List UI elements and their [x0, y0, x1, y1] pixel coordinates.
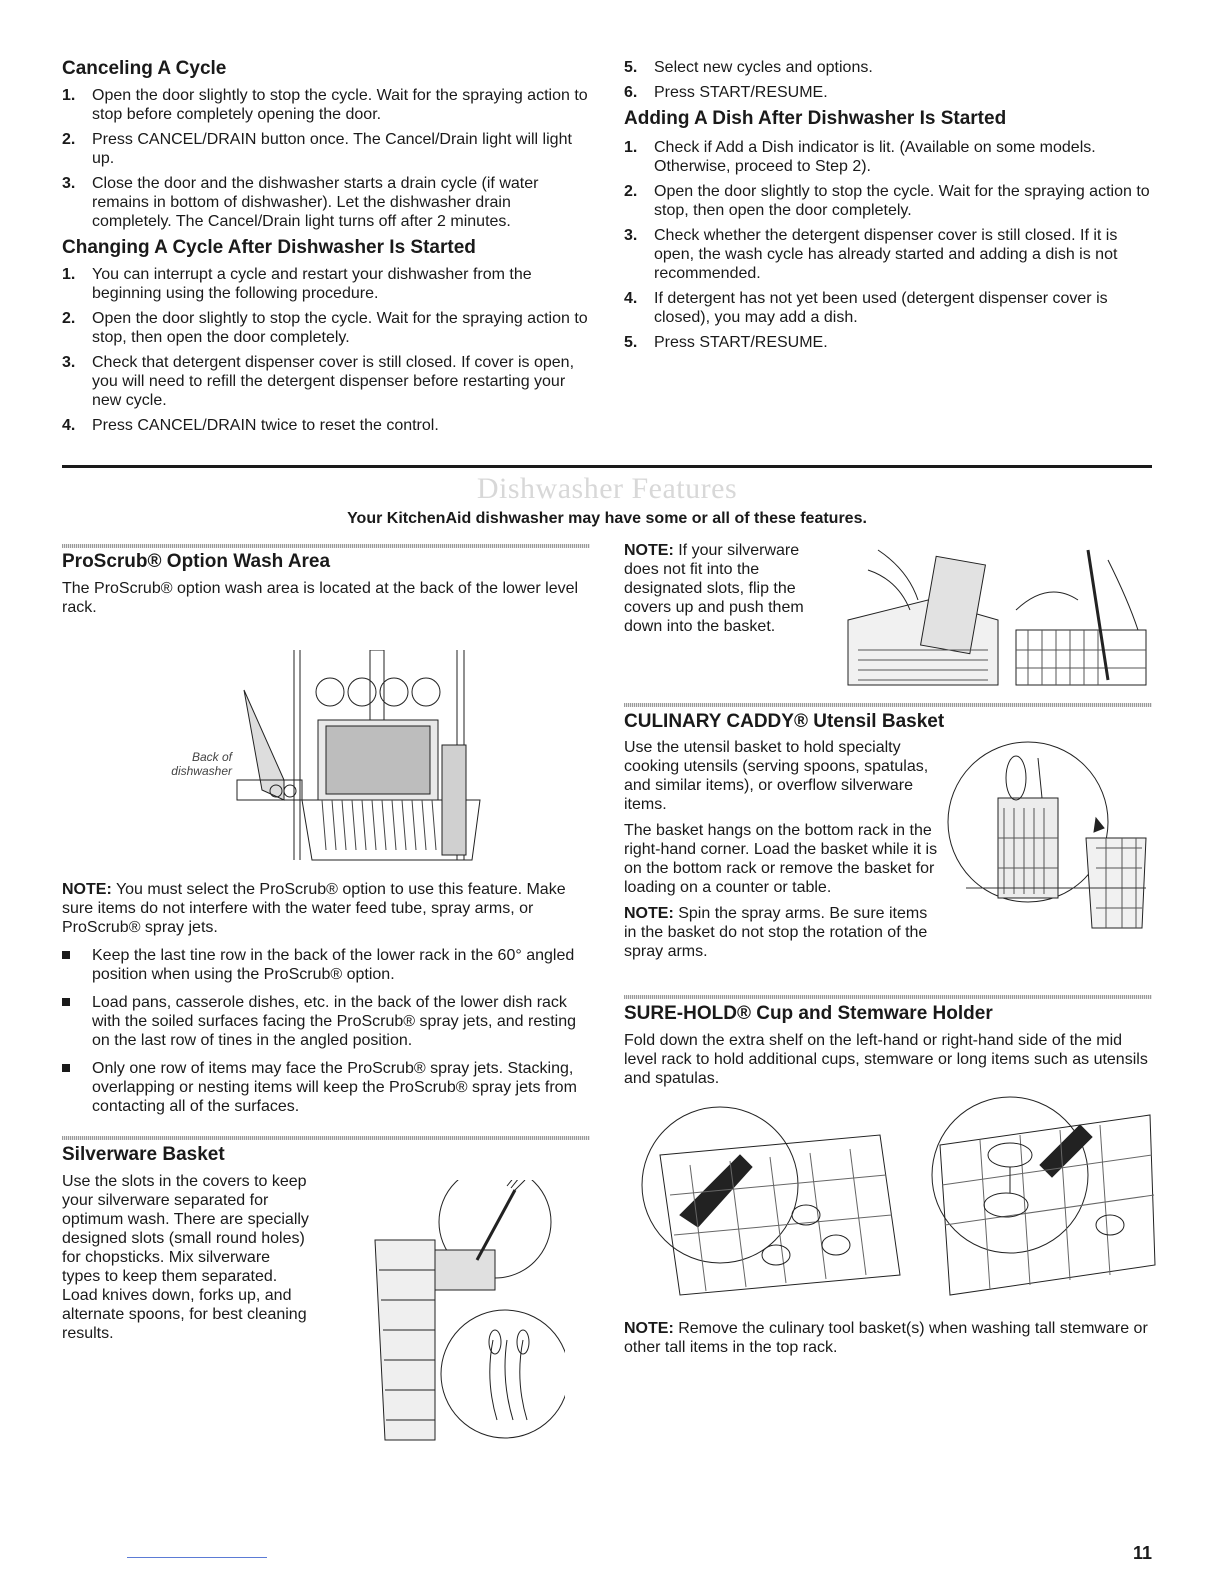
- canceling-section: [62, 58, 590, 441]
- list-item: Only one row of items may face the ProScrub® spray jets. Stacking, overlapping or nesting items will keep the ProScrub® spray jets from contacting all of the surfaces.: [62, 1059, 590, 1116]
- surehold-heading: SURE-HOLD® Cup and Stemware Holder: [624, 1003, 993, 1024]
- list-item: 2. Press CANCEL/DRAIN button once. The Cancel/Drain light will light up.: [62, 131, 572, 167]
- rack-icon: [232, 650, 494, 872]
- proscrub-rack-illustration: [232, 650, 494, 872]
- features-subtitle: Your KitchenAid dishwasher may have some or all of these features.: [347, 510, 867, 527]
- silverware-covers-icon: [838, 540, 1154, 690]
- silverware-note: NOTE: If your silverware does not fit into the designated slots, flip the covers up and push them down into the basket.: [624, 542, 804, 635]
- caddy-para2: The basket hangs on the bottom rack in the right-hand corner. Load the basket while it is on the bottom rack or remove the basket for loading on a counter or table.: [624, 822, 938, 896]
- list-item: 1. You can interrupt a cycle and restart your dishwasher from the beginning using the following procedure.: [62, 266, 532, 302]
- list-item: 6. Press START/RESUME.: [624, 84, 828, 101]
- list-item: 5. Press START/RESUME.: [624, 334, 828, 351]
- footer-line: [127, 1557, 267, 1558]
- silverware-basket-icon: [365, 1180, 565, 1450]
- back-of-dishwasher-caption: Back of dishwasher: [171, 750, 232, 778]
- list-item: 1. Open the door slightly to stop the cycle. Wait for the spraying action to stop before completely opening the door.: [62, 87, 588, 123]
- canceling-steps: [62, 86, 590, 231]
- silverware-covers-illustration: [838, 540, 1154, 690]
- section-rule: [624, 995, 1152, 999]
- list-item: 4. If detergent has not yet been used (detergent dispenser cover is closed), you may add a dish.: [624, 290, 1108, 326]
- changing-heading: Changing A Cycle After Dishwasher Is Started: [62, 237, 476, 258]
- list-item: 1. Check if Add a Dish indicator is lit. (Available on some models. Otherwise, proceed to Step 2).: [624, 139, 1096, 175]
- surehold-note: NOTE: Remove the culinary tool basket(s) when washing tall stemware or other tall items in the top rack.: [624, 1320, 1148, 1356]
- caddy-para1: Use the utensil basket to hold specialty cooking utensils (serving spoons, spatulas, and similar items), or overflow silverware items.: [624, 739, 929, 813]
- caddy-heading-wrap: [624, 711, 1152, 733]
- proscrub-heading: ProScrub® Option Wash Area: [62, 551, 331, 572]
- utensil-basket-icon: [946, 738, 1152, 938]
- list-item: 5. Select new cycles and options.: [624, 59, 873, 76]
- section-divider: [62, 465, 1152, 468]
- caddy-heading: CULINARY CADDY® Utensil Basket: [624, 711, 945, 732]
- proscrub-intro: The ProScrub® option wash area is located at the back of the lower level rack.: [62, 580, 579, 616]
- surehold-illustration: [640, 1095, 1160, 1305]
- proscrub-bullets: [62, 946, 590, 1116]
- surehold-text: Fold down the extra shelf on the left-hand or right-hand side of the mid level rack to hold additional cups, stemware or long items such as utensils and spatulas.: [624, 1032, 1148, 1087]
- adding-steps: [624, 138, 1152, 352]
- caddy-section: [624, 738, 944, 961]
- list-item: 2. Open the door slightly to stop the cycle. Wait for the spraying action to stop, then open the door completely.: [62, 310, 588, 346]
- silverware-section: [62, 1144, 312, 1343]
- list-item: 3. Close the door and the dishwasher starts a drain cycle (if water remains in bottom of dishwasher). Let the dishwasher drain completely. The Cancel/Drain light turns off after 2 minutes.: [62, 175, 539, 230]
- features-title: Dishwasher Features: [476, 472, 738, 505]
- right-top-section: [624, 58, 1152, 358]
- list-item: 3. Check that detergent dispenser cover is still closed. If cover is open, you will need to refill the detergent dispenser before restarting your new cycle.: [62, 354, 575, 409]
- list-item: Load pans, casserole dishes, etc. in the back of the lower dish rack with the soiled surfaces facing the ProScrub® spray jets, and resting on the last row of tines in the angled position.: [62, 993, 590, 1050]
- changing-steps-continued: [624, 58, 1152, 102]
- silverware-text: Use the slots in the covers to keep your silverware separated for optimum wash. There are specially designed slots (small round holes) for chopsticks. Mix silverware types to keep them separated. Load knives down, forks up, and alternate spoons, for best cleaning results.: [62, 1173, 309, 1342]
- silverware-basket-illustration: [365, 1180, 565, 1450]
- list-item: 4. Press CANCEL/DRAIN twice to reset the control.: [62, 417, 439, 434]
- silverware-heading: Silverware Basket: [62, 1144, 225, 1165]
- stemware-holder-icon: [640, 1095, 1160, 1305]
- list-item: Keep the last tine row in the back of the lower rack in the 60° angled position when using the ProScrub® option.: [62, 946, 590, 984]
- proscrub-section: [62, 551, 590, 617]
- adding-heading: Adding A Dish After Dishwasher Is Started: [624, 108, 1007, 129]
- caddy-illustration: [946, 738, 1152, 938]
- page-number: 11: [1132, 1543, 1152, 1563]
- proscrub-note: NOTE: You must select the ProScrub® option to use this feature. Make sure items do not interfere with the water feed tube, spray arms, or ProScrub® spray jets.: [62, 881, 566, 936]
- surehold-section: [624, 1003, 1152, 1088]
- canceling-heading: Canceling A Cycle: [62, 58, 227, 79]
- proscrub-notes: [62, 880, 590, 1125]
- section-rule: [624, 703, 1152, 707]
- changing-steps: [62, 265, 590, 435]
- caddy-note: NOTE: Spin the spray arms. Be sure items in the basket do not stop the rotation of the spray arms.: [624, 905, 928, 960]
- section-rule: [62, 1136, 590, 1140]
- list-item: 3. Check whether the detergent dispenser cover is still closed. If it is open, the wash cycle has already started and adding a dish is not recommended.: [624, 227, 1118, 282]
- section-rule: [62, 544, 590, 548]
- list-item: 2. Open the door slightly to stop the cycle. Wait for the spraying action to stop, then open the door completely.: [624, 183, 1150, 219]
